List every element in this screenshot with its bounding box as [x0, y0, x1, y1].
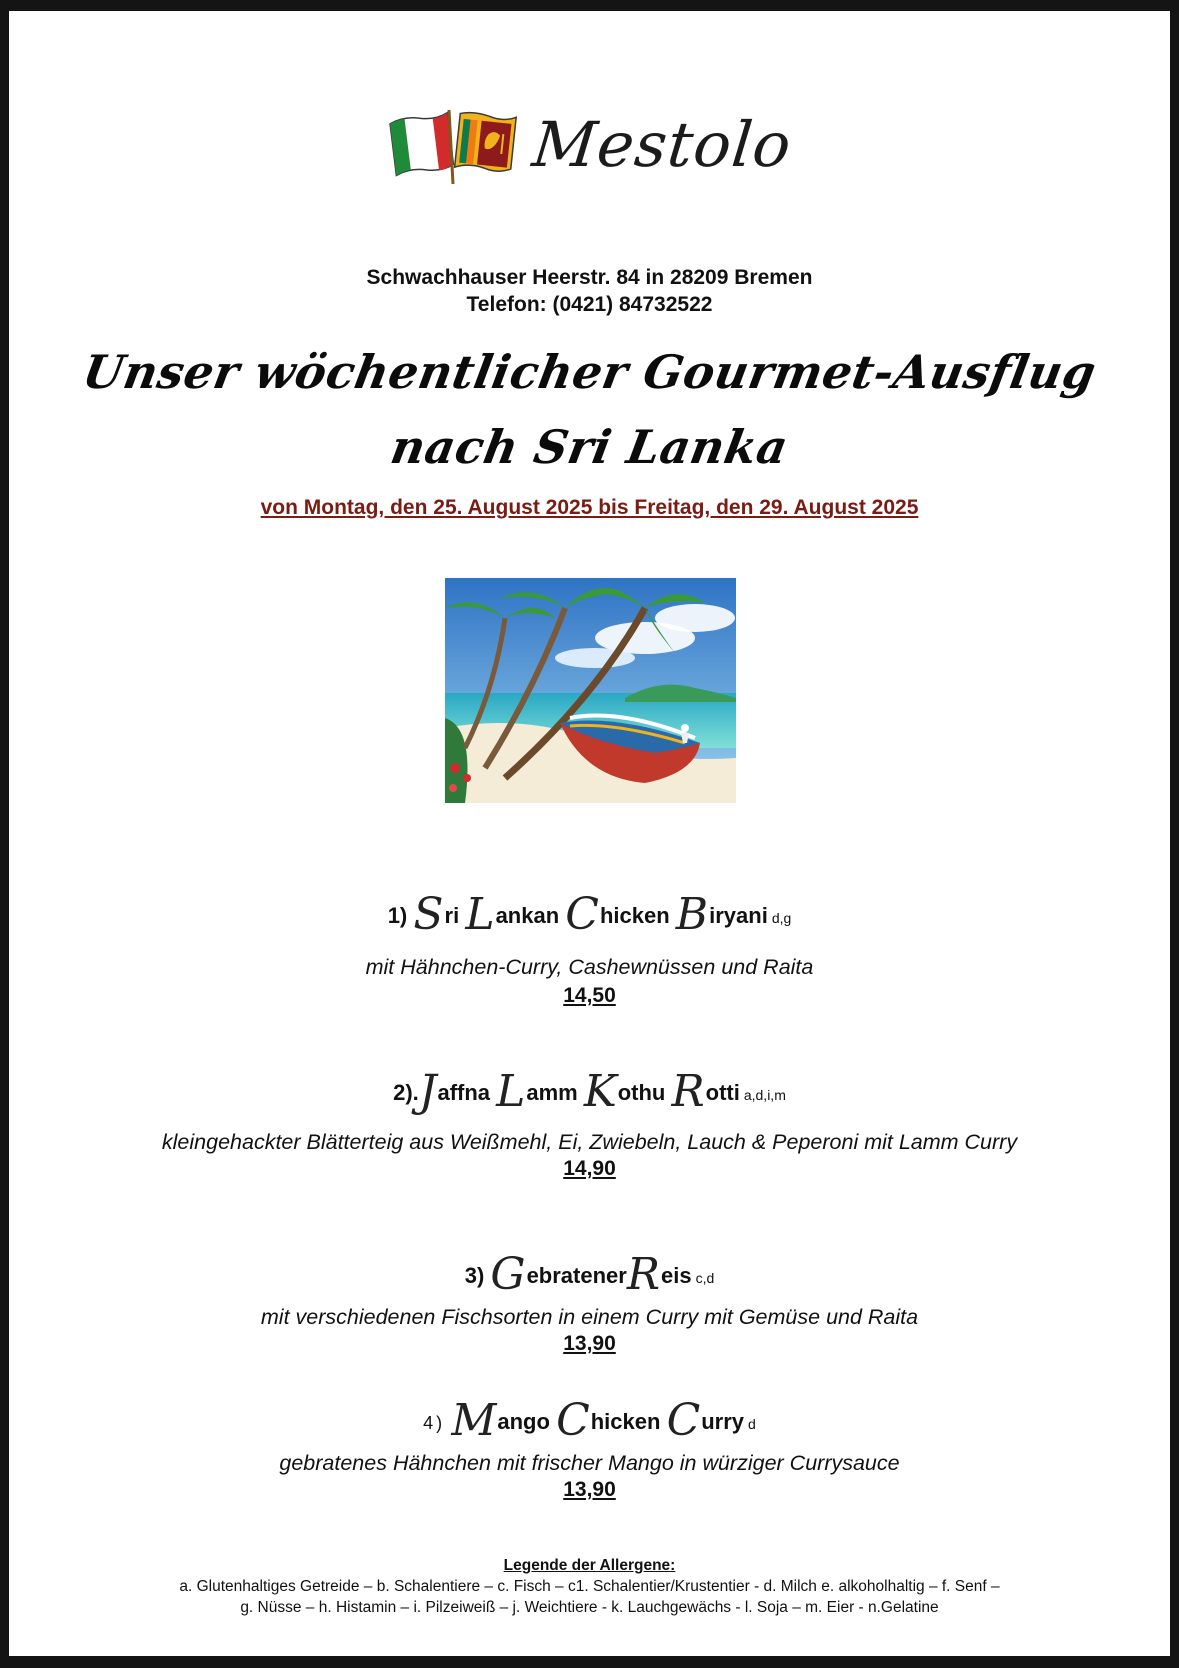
dish-3-name	[9, 1249, 1170, 1300]
allergen-legend-line-1: a. Glutenhaltiges Getreide – b. Schalentiere – c. Fisch – c1. Schalentier/Krustentier - d. Milch e. alkoholhaltig – f. Senf –	[179, 1578, 1000, 1595]
dish-1-word-4: Biryani	[675, 889, 768, 940]
allergen-legend-title: Legende der Allergene:	[503, 1557, 676, 1574]
dish-2-word-3: Kothu	[583, 1066, 666, 1117]
page-title-line-1: Unser wöchentlicher Gourmet-Ausflug	[78, 345, 1101, 399]
dish-1-description: mit Hähnchen-Curry, Cashewnüssen und Raita	[365, 955, 814, 979]
dish-4-word-3: Curry	[666, 1395, 745, 1446]
dish-2-word-4: Rotti	[671, 1066, 740, 1117]
dish-2-word-1: Jaffna	[418, 1066, 491, 1117]
date-range: von Montag, den 25. August 2025 bis Freitag, den 29. August 2025	[260, 496, 919, 519]
dish-2-description: kleingehackter Blätterteig aus Weißmehl, Ei, Zwiebeln, Lauch & Peperoni mit Lamm Curry	[161, 1130, 1018, 1154]
dish-2-allergens: a,d,i,m	[743, 1087, 786, 1103]
dish-3-word-2: Reis	[626, 1249, 692, 1300]
dish-2-number: 2).	[393, 1080, 419, 1105]
dish-4-allergens: d	[748, 1416, 756, 1432]
dish-1-word-3: Chicken	[565, 889, 670, 940]
menu-page	[9, 11, 1170, 1656]
dish-3-description: mit verschiedenen Fischsorten in einem Curry mit Gemüse und Raita	[260, 1305, 919, 1329]
page-title-line-2: nach Sri Lanka	[386, 420, 793, 474]
dish-4-description: gebratenes Hähnchen mit frischer Mango in würziger Currysauce	[279, 1451, 900, 1475]
italy-sri-lanka-flags-icon	[387, 102, 519, 186]
dish-1-name	[9, 889, 1170, 940]
dish-3-number: 3)	[464, 1263, 485, 1288]
beach-boat-palms-painting	[445, 578, 736, 803]
dish-1-word-1: Sri	[413, 889, 460, 940]
logo	[9, 99, 1170, 189]
dish-2-name	[9, 1066, 1170, 1117]
dish-2-price: 14,90	[563, 1157, 616, 1180]
dish-4-price: 13,90	[563, 1478, 616, 1501]
dish-3-price: 13,90	[563, 1332, 616, 1355]
phone-number: Telefon: (0421) 84732522	[466, 293, 713, 316]
brand-name: Mestolo	[529, 107, 796, 181]
dish-1-allergens: d,g	[771, 910, 792, 926]
dish-4-number: 4)	[423, 1413, 446, 1433]
dish-1-word-2: Lankan	[465, 889, 560, 940]
allergen-legend-line-2: g. Nüsse – h. Histamin – i. Pilzeiweiß – j. Weichtiere - k. Lauchgewächs - l. Soja – m. Eier - n.Gelatine	[240, 1599, 939, 1616]
dish-1-price: 14,50	[563, 984, 616, 1007]
dish-4-word-1: Mango	[451, 1395, 550, 1446]
address: Schwachhauser Heerstr. 84 in 28209 Bremen	[366, 266, 813, 289]
dish-4-word-2: Chicken	[556, 1395, 661, 1446]
dish-3-word-1: Gebratener	[490, 1249, 627, 1300]
dish-3-allergens: c,d	[695, 1270, 715, 1286]
dish-2-word-2: Lamm	[496, 1066, 578, 1117]
dish-1-number: 1)	[387, 903, 408, 928]
dish-4-name	[9, 1395, 1170, 1446]
